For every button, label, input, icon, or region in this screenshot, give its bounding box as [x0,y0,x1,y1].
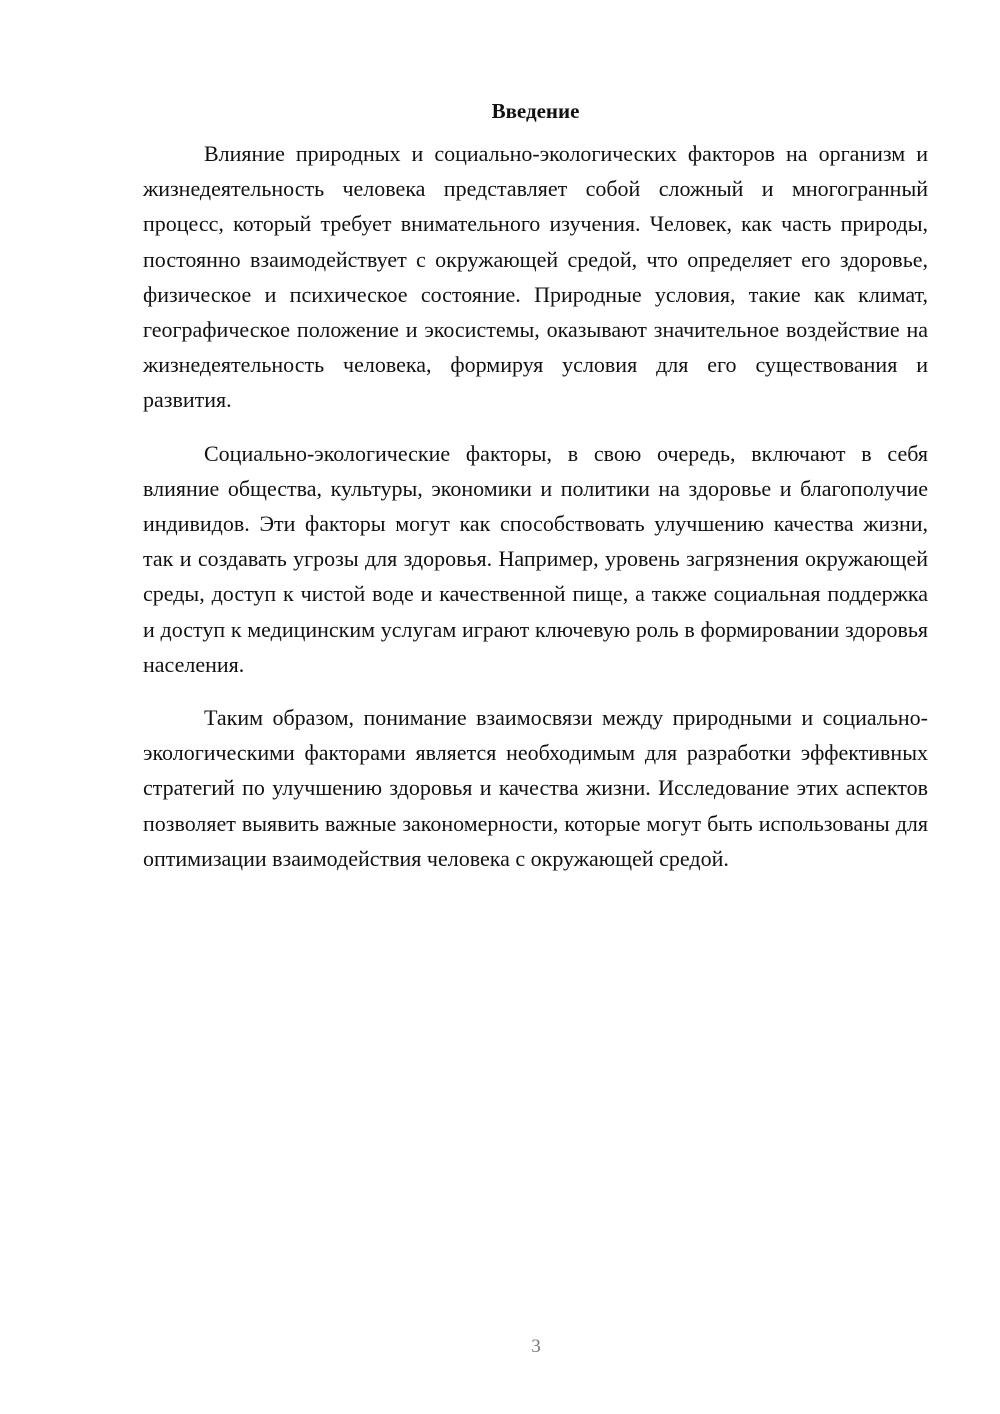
paragraph-2: Социально-экологические факторы, в свою очередь, включают в себя влияние общества, культуры, экономики и политики на здоровье и благополучие индивидов. Эти факторы могут как способствовать улучшению качества жизни, так и создавать угрозы для здоровья. Например, уровень загрязнения окружающей среды, доступ к чистой воде и качественной пище, а также социальная поддержка и доступ к медицинским услугам играют ключевую роль в формировании здоровья населения. [143,440,928,677]
section-title: Введение [491,99,580,123]
page-number: 3 [531,1336,541,1357]
paragraph-3: Таким образом, понимание взаимосвязи между природными и социально-экологическими факторами является необходимым для разработки эффективных стратегий по улучшению здоровья и качества жизни. Исследование этих аспектов позволяет выявить важные закономерности, которые могут быть использованы для оптимизации взаимодействия человека с окружающей средой. [143,705,928,871]
document-body [143,96,928,876]
paragraph-1: Влияние природных и социально-экологических факторов на организм и жизнедеятельность человека представляет собой сложный и многогранный процесс, который требует внимательного изучения. Человек, как часть природы, постоянно взаимодействует с окружающей средой, что определяет его здоровье, физическое и психическое состояние. Природные условия, такие как климат, географическое положение и экосистемы, оказывают значительное воздействие на жизнедеятельность человека, формируя условия для его существования и развития. [143,141,928,413]
